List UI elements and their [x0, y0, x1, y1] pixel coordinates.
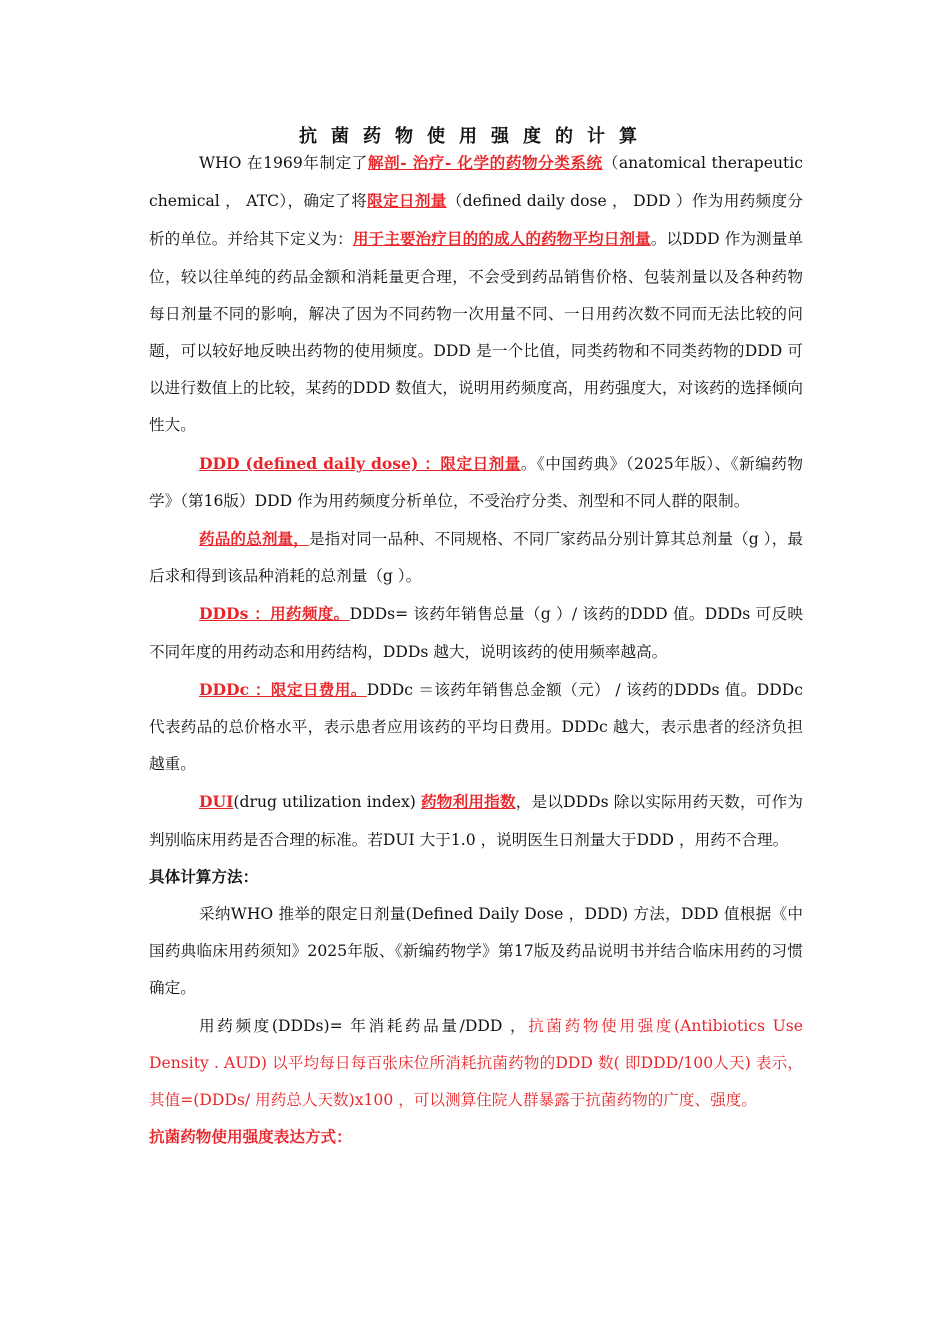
paragraph-atc-ddd-intro: [149, 144, 803, 445]
text: （defined daily dose ， DDD ）作为用药频度分析的单位。并给其下定义为：: [149, 192, 803, 249]
ddds-term: DDDs ：用药频度。: [199, 604, 350, 624]
ddd-term-full: DDD (defined daily dose) ：限定日剂量: [199, 453, 521, 473]
document-title: 抗菌药物使用强度的计算: [299, 126, 651, 147]
ddd-term: 限定日剂量: [367, 191, 447, 211]
total-dose-term: 药品的总剂量，: [199, 529, 309, 549]
text: 。以DDD 作为测量单位，较以往单纯的药品金额和消耗量更合理，不会受到药品销售价格、包装剂量以及各种药物每日剂量不同的影响，解决了因为不同药物一次用量不同、一日用药次数不同而无法比较的问题，可以较好地反映出药物的使用频度。DDD 是一个比值，同类药物和不同类药物的DDD 可以进行数值上的比较，某药的DDD 数值大，说明用药频度高，用药强度大，对该药的选择倾向性大。: [149, 230, 803, 435]
paragraph-dui: [149, 783, 803, 858]
text: 。《中国药典》（2025年版）、《新编药物学》（第16版）DDD 作为用药频度分析单位，不受治疗分类、剂型和不同人群的限制。: [149, 454, 803, 510]
text: ，是以DDDs 除以实际用药天数，可作为判别临床用药是否合理的标准。若DUI 大于1.0 ，说明医生日剂量大于DDD ，用药不合理。: [149, 793, 803, 849]
dddc-term: DDDc ：限定日费用。: [199, 679, 367, 699]
text: (drug utilization index): [233, 793, 422, 812]
ddd-definition: 用于主要治疗目的的成人的药物平均日剂量: [352, 229, 651, 249]
paragraph-ddds: [149, 595, 803, 670]
text: WHO 在1969年制定了: [199, 154, 368, 172]
text: 用药频度(DDDs)= 年消耗药品量/DDD ，: [199, 1016, 529, 1035]
dui-chinese-term: 药物利用指数: [421, 792, 516, 812]
text: DDDc ＝该药年销售总金额（元） / 该药的DDDs 值。DDDc 代表药品的总价格水平，表示患者应用该药的平均日费用。DDDc 越大，表示患者的经济负担越重。: [149, 680, 803, 774]
heading-calculation-method: 具体计算方法：: [149, 867, 259, 886]
text: 是指对同一品种、不同规格、不同厂家药品分别计算其总剂量（g ），最后求和得到该品种消耗的总剂量（g ）。: [149, 530, 803, 586]
paragraph-dddc: [149, 671, 803, 784]
paragraph-who-method: 采纳WHO 推举的限定日剂量(Defined Daily Dose ，DDD) 方法，DDD 值根据《中国药典临床用药须知》2025年版、《新编药物学》第17版及药品说明书并结合临床用药的习惯确定。: [149, 905, 803, 998]
atc-term: 解剖- 治疗- 化学的药物分类系统: [367, 153, 603, 172]
text: DDDs= 该药年销售总量（g ）/ 该药的DDD 值。DDDs 可反映不同年度的用药动态和用药结构，DDDs 越大，说明该药的使用频率越高。: [149, 605, 803, 661]
paragraph-total-dose: [149, 520, 803, 595]
paragraph-ddd-definition: [149, 445, 803, 520]
aud-definition: 抗菌药物使用强度(Antibiotics Use Density . AUD) 以平均每日每百张床位所消耗抗菌药物的DDD 数( 即DDD/100人天) 表示，其值=(DDDs/ 用药总人天数)x100 ，可以测算住院人群暴露于抗菌药物的广度、强度。: [149, 1016, 803, 1110]
document-body: [149, 144, 803, 1156]
heading-aud-expression: 抗菌药物使用强度表达方式：: [149, 1128, 352, 1147]
text: （anatomical therapeutic chemical ， ATC），确定了将: [149, 154, 803, 211]
dui-term: DUI: [199, 792, 234, 812]
paragraph-aud: [149, 1008, 803, 1120]
